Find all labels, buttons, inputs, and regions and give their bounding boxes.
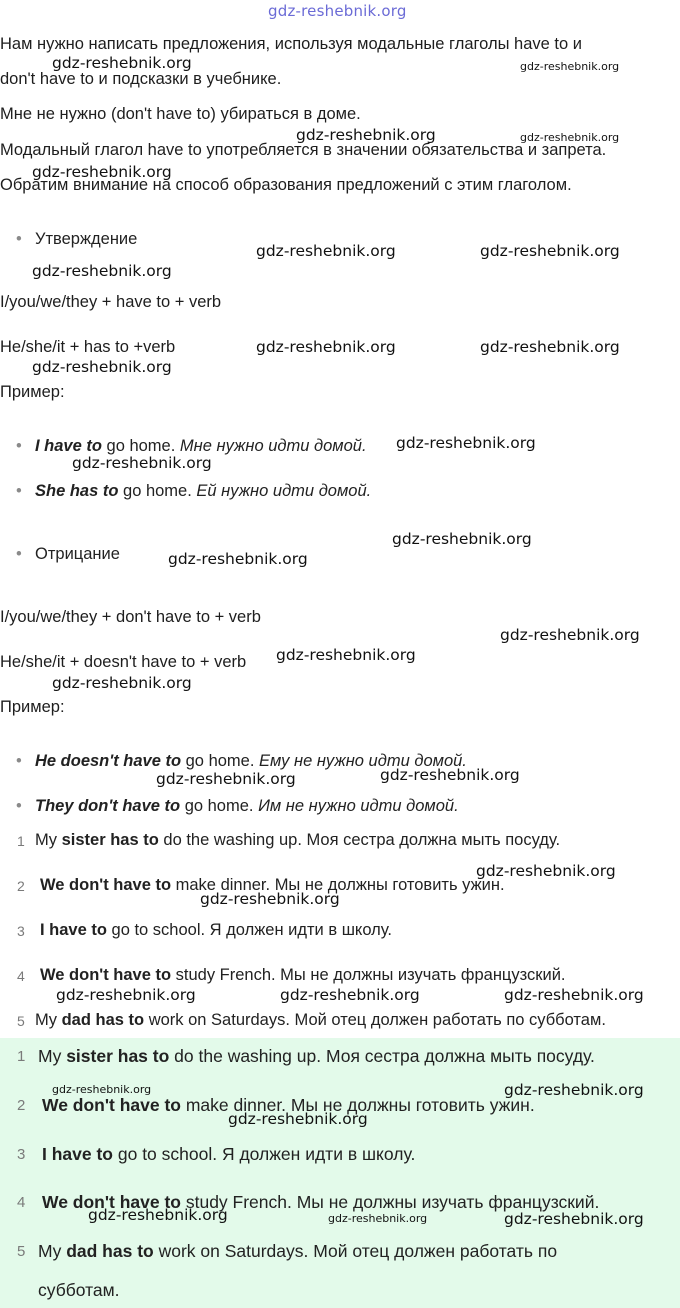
negative-example-label: Пример: [0,698,65,716]
watermark: gdz-reshebnik.org [520,131,620,144]
answer-box-item-1: My sister has to do the washing up. Моя сестра должна мыть посуду. [38,1046,595,1066]
watermark: gdz-reshebnik.org [504,986,644,1004]
example-plain: go home. [118,482,192,500]
example-bold: I have to [35,437,102,455]
answer-box-number: 2 [17,1097,26,1114]
watermark: gdz-reshebnik.org [504,1081,644,1099]
watermark: gdz-reshebnik.org [52,1083,152,1096]
intro-line-2: don't have to и подсказки в учебнике. [0,70,282,88]
intro-line-3: Мне не нужно (don't have to) убираться в доме. [0,105,361,123]
watermark: gdz-reshebnik.org [88,1206,228,1224]
example-translation: Ему не нужно идти домой. [254,752,467,770]
answer-number: 4 [17,968,25,984]
negative-formula-2: He/she/it + doesn't have to + verb [0,653,247,671]
answer-number: 5 [17,1013,25,1029]
answer-box-item-5-cont: субботам. [38,1280,120,1300]
example-bold: She has to [35,482,119,500]
affirmative-formula-2: He/she/it + has to +verb [0,338,176,356]
affirmative-heading: • Утверждение [35,229,137,249]
watermark: gdz-reshebnik.org [392,530,532,548]
watermark: gdz-reshebnik.org [480,338,620,356]
intro-line-5: Обратим внимание на способ образования предложений с этим глаголом. [0,176,572,194]
example-bold: They don't have to [35,797,181,815]
negative-example-2 [35,796,459,816]
answer-box-number: 5 [17,1243,26,1260]
example-translation: Мне нужно идти домой. [175,437,367,455]
example-plain: go home. [180,797,254,815]
answer-box-item-5: My dad has to work on Saturdays. Мой отец должен работать по [38,1241,558,1261]
watermark: gdz-reshebnik.org [504,1210,644,1228]
watermark: gdz-reshebnik.org [296,126,436,144]
watermark: gdz-reshebnik.org [156,770,296,788]
watermark-header: gdz-reshebnik.org [268,2,407,20]
watermark: gdz-reshebnik.org [500,626,640,644]
example-plain: go home. [101,437,176,455]
watermark: gdz-reshebnik.org [328,1212,428,1225]
example-translation: Им не нужно идти домой. [253,797,459,815]
example-bold: He doesn't have to [35,752,182,770]
answer-box-item-2: We don't have to make dinner. Мы не должны готовить ужин. [42,1095,535,1115]
affirmative-example-1 [35,436,367,456]
watermark: gdz-reshebnik.org [280,986,420,1004]
negative-heading: • Отрицание [35,544,120,564]
watermark: gdz-reshebnik.org [520,60,620,73]
answer-number: 3 [17,923,25,939]
watermark: gdz-reshebnik.org [32,163,172,181]
watermark: gdz-reshebnik.org [52,54,192,72]
affirmative-example-label: Пример: [0,383,65,401]
watermark: gdz-reshebnik.org [476,862,616,880]
answer-item-5: My dad has to work on Saturdays. Мой отец должен работать по субботам. [35,1011,606,1029]
answer-item-1: My sister has to do the washing up. Моя сестра должна мыть посуду. [35,831,561,849]
example-translation: Ей нужно идти домой. [191,482,372,500]
answer-box [0,1038,680,1308]
answer-number: 2 [17,878,25,894]
watermark: gdz-reshebnik.org [228,1110,368,1128]
answer-box-item-3: I have to go to school. Я должен идти в школу. [42,1144,416,1164]
watermark: gdz-reshebnik.org [56,986,196,1004]
watermark: gdz-reshebnik.org [396,434,536,452]
answer-number: 1 [17,833,25,849]
watermark: gdz-reshebnik.org [380,766,520,784]
answer-box-number: 1 [17,1048,26,1065]
affirmative-formula-1: I/you/we/they + have to + verb [0,293,222,311]
watermark: gdz-reshebnik.org [168,550,308,568]
affirmative-example-2 [35,481,371,501]
watermark: gdz-reshebnik.org [32,262,172,280]
answer-item-3: I have to go to school. Я должен идти в школу. [40,921,392,939]
negative-formula-1: I/you/we/they + don't have to + verb [0,608,261,626]
watermark: gdz-reshebnik.org [32,358,172,376]
answer-item-2: We don't have to make dinner. Мы не должны готовить ужин. [40,876,505,894]
answer-box-item-4: We don't have to study French. Мы не должны изучать французский. [42,1192,600,1212]
intro-line-4: Модальный глагол have to употребляется в значении обязательства и запрета. [0,141,607,159]
example-plain: go home. [181,752,255,770]
watermark: gdz-reshebnik.org [256,338,396,356]
answer-item-4: We don't have to study French. Мы не должны изучать французский. [40,966,566,984]
watermark: gdz-reshebnik.org [52,674,192,692]
watermark: gdz-reshebnik.org [72,454,212,472]
answer-box-number: 4 [17,1194,26,1211]
watermark: gdz-reshebnik.org [200,890,340,908]
watermark: gdz-reshebnik.org [480,242,620,260]
watermark: gdz-reshebnik.org [276,646,416,664]
intro-line-1: Нам нужно написать предложения, используя модальные глаголы have to и [0,35,582,53]
answer-box-number: 3 [17,1146,26,1163]
watermark: gdz-reshebnik.org [256,242,396,260]
